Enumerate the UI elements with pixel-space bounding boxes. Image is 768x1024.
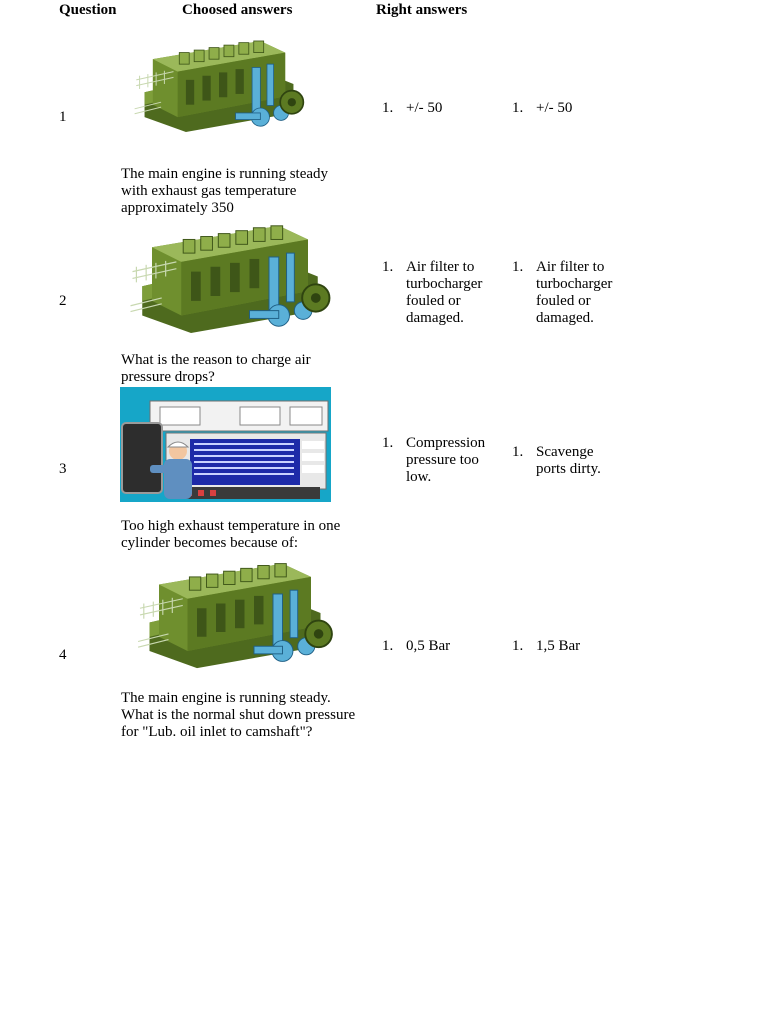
chosen-answer (382, 100, 492, 117)
right-answer (512, 638, 622, 655)
answer-text: Air filter to turbocharger fouled or damaged. (536, 259, 613, 326)
question-number: 1 (59, 109, 67, 125)
answer-text: Air filter to turbocharger fouled or damaged. (406, 259, 483, 326)
engine-icon (121, 556, 349, 670)
answer-index: 1. (512, 444, 524, 460)
engine-icon (128, 20, 310, 148)
question-text: The main engine is running steady. What is the normal shut down pressure for "Lub. oil inlet to camshaft"? (121, 690, 356, 740)
question-column-header: Question (59, 2, 117, 18)
right-answer (512, 100, 622, 117)
right-answer (512, 259, 622, 327)
right-answer (512, 444, 622, 478)
question-text: Too high exhaust temperature in one cylinder becomes because of: (121, 518, 341, 551)
chosen-answer (382, 638, 492, 655)
answer-index: 1. (382, 435, 394, 451)
answer-text: +/- 50 (406, 100, 443, 116)
answer-index: 1. (512, 100, 524, 116)
answer-index: 1. (512, 259, 524, 275)
answer-text: +/- 50 (536, 100, 573, 116)
answer-index: 1. (382, 259, 394, 275)
chosen-answers-column-header: Choosed answers (182, 2, 293, 18)
question-text: The main engine is running steady with exhaust gas temperature approximately 350 (121, 166, 329, 216)
engine-icon (121, 218, 339, 335)
chosen-answer (382, 435, 492, 486)
question-text: What is the reason to charge air pressure drops? (121, 352, 311, 385)
right-answers-column-header: Right answers (376, 2, 468, 18)
answer-index: 1. (382, 638, 394, 654)
question-number: 3 (59, 461, 67, 477)
control-room-icon (120, 387, 331, 502)
answer-text: 0,5 Bar (406, 638, 451, 654)
question-number: 2 (59, 293, 67, 309)
answer-text: Scavenge ports dirty. (536, 444, 601, 477)
answer-text: 1,5 Bar (536, 638, 581, 654)
question-number: 4 (59, 647, 67, 663)
answer-index: 1. (382, 100, 394, 116)
answer-text: Compression pressure too low. (406, 435, 486, 485)
chosen-answer (382, 259, 492, 327)
answer-index: 1. (512, 638, 524, 654)
